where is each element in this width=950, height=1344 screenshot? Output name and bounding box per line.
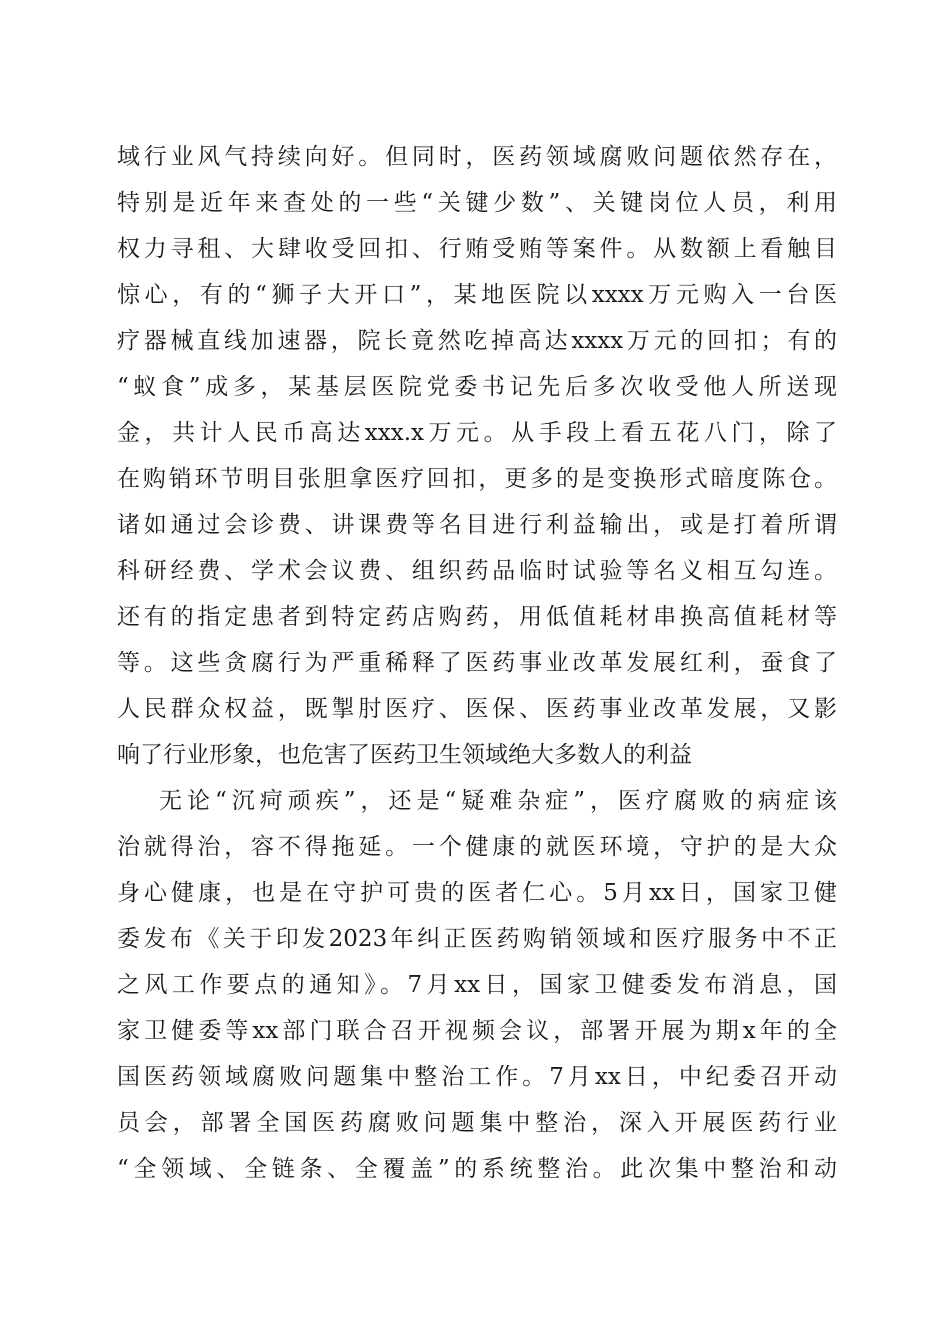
text-line: 金，共计人民币高达xxx.x万元。从手段上看五花八门，除了 (117, 420, 837, 446)
text-line: 身心健康，也是在守护可贵的医者仁心。5月xx日，国家卫健 (117, 880, 837, 906)
text-line: 人民群众权益，既掣肘医疗、医保、医药事业改革发展，又影 (117, 696, 837, 722)
text-line: 在购销环节明目张胆拿医疗回扣，更多的是变换形式暗度陈仓。 (117, 466, 837, 492)
text-line: 惊心，有的“狮子大开口”，某地医院以xxxx万元购入一台医 (117, 282, 837, 308)
text-line: 特别是近年来查处的一些“关键少数”、关键岗位人员，利用 (117, 190, 837, 216)
text-line: 国医药领域腐败问题集中整治工作。7月xx日，中纪委召开动 (117, 1064, 837, 1090)
text-line: 无论“沉疴顽疾”，还是“疑难杂症”，医疗腐败的病症该 (159, 788, 837, 814)
text-line: 诸如通过会诊费、讲课费等名目进行利益输出，或是打着所谓 (117, 512, 837, 538)
text-line: 域行业风气持续向好。但同时，医药领域腐败问题依然存在， (117, 144, 837, 170)
text-line: 委发布《关于印发2023年纠正医药购销领域和医疗服务中不正 (117, 926, 837, 952)
text-line: 等。这些贪腐行为严重稀释了医药事业改革发展红利，蚕食了 (117, 650, 837, 676)
text-line: 治就得治，容不得拖延。一个健康的就医环境，守护的是大众 (117, 834, 837, 860)
text-line: 响了行业形象，也危害了医药卫生领域绝大多数人的利益 (117, 742, 692, 768)
paragraph-1 (117, 134, 837, 778)
text-line: 之风工作要点的通知》。7月xx日，国家卫健委发布消息，国 (117, 972, 837, 998)
text-line: 员会，部署全国医药腐败问题集中整治，深入开展医药行业 (117, 1110, 837, 1136)
text-line: 还有的指定患者到特定药店购药，用低值耗材串换高值耗材等 (117, 604, 837, 630)
text-line: “全领域、全链条、全覆盖”的系统整治。此次集中整治和动 (117, 1156, 837, 1182)
paragraph-2 (117, 778, 837, 1192)
text-line: 科研经费、学术会议费、组织药品临时试验等名义相互勾连。 (117, 558, 837, 584)
text-line: 权力寻租、大肆收受回扣、行贿受贿等案件。从数额上看触目 (117, 236, 837, 262)
text-line: 家卫健委等xx部门联合召开视频会议，部署开展为期x年的全 (117, 1018, 837, 1044)
text-line: “蚁食”成多，某基层医院党委书记先后多次收受他人所送现 (117, 374, 837, 400)
text-line: 疗器械直线加速器，院长竟然吃掉高达xxxx万元的回扣；有的 (117, 328, 837, 354)
